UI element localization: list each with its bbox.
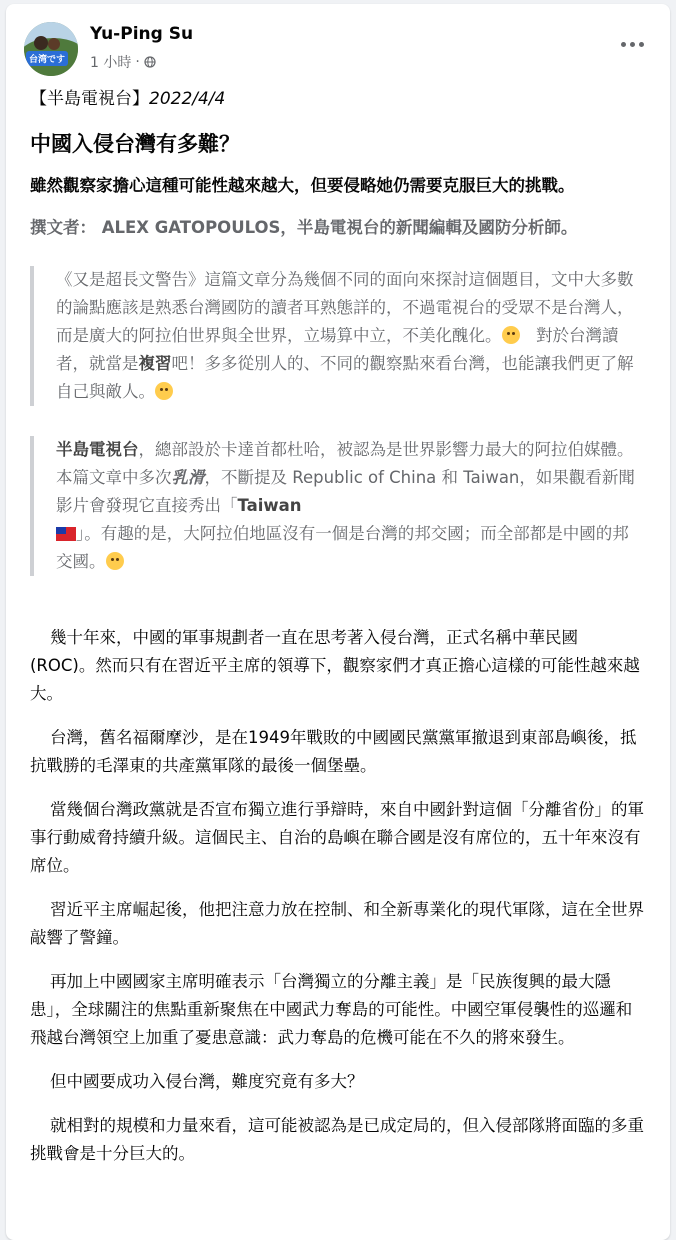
body-paragraph: 幾十年來，中國的軍事規劃者一直在思考著入侵台灣，正式名稱中華民國 (ROC)。然而只有在習近平主席的領導下，觀察家們才真正擔心這樣的可能性越來越大。 (30, 628, 640, 703)
quote-text: ，不斷提及 Republic of China 和 Taiwan，如果觀看新聞影片會發現它直接秀出「 (56, 468, 635, 515)
body-paragraph: 台灣，舊名福爾摩沙，是在1949年戰敗的中國國民黨黨軍撤退到東部島嶼後，抵抗戰勝的毛澤東的共產黨軍隊的最後一個堡壘。 (30, 728, 637, 775)
body-paragraph: 當幾個台灣政黨就是否宣布獨立進行爭辯時，來自中國針對這個「分離省份」的軍事行動威脅持續升級。這個民主、自治的島嶼在聯合國是沒有席位的，五十年來沒有席位。 (30, 800, 644, 875)
quote-text: 對於台灣讀者，就當是 (56, 326, 619, 373)
article-author: 撰文者： ALEX GATOPOULOS，半島電視台的新聞編輯及國防分析師。 (30, 218, 578, 237)
body-paragraph: 再加上中國國家主席明確表示「台灣獨立的分離主義」是「民族復興的最大隱患」，全球關注的焦點重新聚焦在中國武力奪島的可能性。中國空軍侵襲性的巡邏和飛越台灣領空上加重了憂患意識：武力奪島的危機可能在不久的將來發生。 (30, 972, 633, 1047)
article-date: 2022/4/4 (149, 89, 226, 109)
more-options-icon[interactable] (614, 32, 650, 56)
quote-text: 」。有趣的是，大阿拉伯地區沒有一個是台灣的邦交國；而全部都是中國的邦交國。 (56, 524, 629, 571)
editor-note-quote (30, 266, 644, 406)
meta-separator: · (135, 54, 140, 70)
source-note-quote (30, 436, 644, 576)
globe-icon[interactable] (144, 56, 156, 68)
avatar-person (48, 38, 60, 50)
quote-text: ，總部設於卡達首都杜哈，被認為是世界影響力最大的阿拉伯媒體。本篇文章中多次 (56, 440, 634, 487)
kiss-emoji-icon (106, 552, 124, 570)
body-paragraph: 就相對的規模和力量來看，這可能被認為是已成定局的，但入侵部隊將面臨的多重挑戰會是十分巨大的。 (30, 1116, 644, 1163)
avatar-person (34, 36, 48, 50)
post-meta (90, 52, 156, 72)
post-content (30, 84, 644, 1184)
article-body (30, 624, 644, 1168)
avatar[interactable] (24, 22, 78, 76)
taiwan-flag-icon (56, 527, 76, 541)
more-dot (630, 42, 635, 47)
quote-italic: 乳滑 (171, 468, 205, 487)
source-name: 【半島電視台】 (30, 89, 149, 109)
thinking-emoji-icon (155, 382, 173, 400)
more-dot (639, 42, 644, 47)
post-time[interactable]: 1 小時 (90, 55, 132, 71)
quote-text: 《又是超長文警告》這篇文章分為幾個不同的面向來探討這個題目，文中大多數的論點應該是熟悉台灣國防的讀者耳熟態詳的，不過電視台的受眾不是台灣人，而是廣大的阿拉伯世界與全世界，立場算中立，不美化醜化。 (56, 270, 634, 345)
quote-bold: 複習 (138, 354, 172, 373)
quote-bold: Taiwan (237, 496, 302, 515)
article-source (30, 84, 644, 114)
rolling-eyes-emoji-icon (502, 326, 520, 344)
more-dot (621, 42, 626, 47)
article-headline: 中國入侵台灣有多難？ (30, 132, 240, 156)
post-header (24, 22, 654, 78)
body-paragraph: 習近平主席崛起後，他把注意力放在控制、和全新專業化的現代軍隊，這在全世界敲響了警鐘。 (30, 900, 644, 947)
article-subhead: 雖然觀察家擔心這種可能性越來越大，但要侵略她仍需要克服巨大的挑戰。 (30, 176, 575, 195)
avatar-tag: 台湾です (26, 51, 68, 66)
quote-bold: 半島電視台 (56, 440, 139, 459)
body-paragraph: 但中國要成功入侵台灣，難度究竟有多大？ (50, 1072, 364, 1091)
author-name[interactable]: Yu-Ping Su (90, 24, 194, 44)
post-card (6, 4, 670, 1240)
quote-text: 吧！多多從別人的、不同的觀察點來看台灣，也能讓我們更了解自己與敵人。 (56, 354, 634, 401)
